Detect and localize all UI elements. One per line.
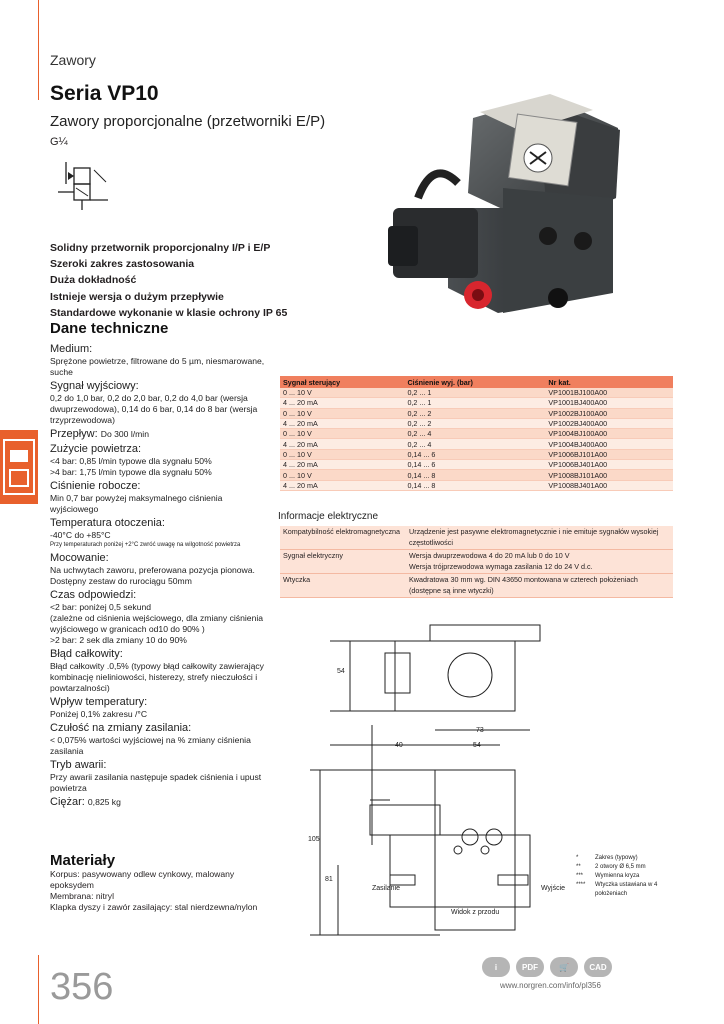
materials-line: Korpus: pasywowany odlew cynkowy, malowany epoksydem [50,869,235,890]
info-icon[interactable]: i [482,957,510,977]
spec-label: Wpływ temperatury: [50,696,148,708]
table-row [280,429,673,439]
table-cell: 0,2 ... 2 [404,418,545,428]
tech-heading: Dane techniczne [50,320,169,337]
table-cell: 0,2 ... 4 [404,429,545,439]
table-cell: VP1008BJ101A00 [545,470,673,480]
spec-row [50,428,272,441]
cart-icon[interactable]: 🛒 [550,957,578,977]
output-port-label: Wyjście [541,885,566,892]
product-table [280,376,673,491]
spec-label: Czułość na zmiany zasilania: [50,722,192,734]
spec-value: Min 0,7 bar powyżej maksymalnego ciśnienia wyjściowego [50,493,223,514]
spec-value: Przy awarii zasilania następuje spadek ciśnienia i upust powietrza [50,772,262,793]
table-row [280,439,673,449]
table-cell: VP1004BJ400A00 [545,439,673,449]
view-label: Widok z przodu [451,909,500,916]
table-row [280,470,673,480]
page-subtitle: Zawory proporcjonalne (przetworniki E/P) [50,113,326,130]
table-cell: 4 ... 20 mA [280,398,404,408]
pdf-icon[interactable]: PDF [516,957,544,977]
legend-item: **** Wtyczka ustawiana w 4 położeniach [576,882,658,897]
spec-label: Sygnał wyjściowy: [50,380,139,392]
spec-value: >2 bar: 2 sek dla zmiany 10 do 90% [50,635,187,645]
accent-line-bottom [38,955,39,1024]
table-row [280,449,673,459]
spec-row [50,796,272,809]
spec-value: <2 bar: poniżej 0,5 sekund [50,602,152,612]
spec-value: Poniżej 0,1% zakresu /°C [50,709,148,719]
table-cell: 0 ... 10 V [280,429,404,439]
footer-icons [482,957,612,977]
spec-value: Na uchwytach zaworu, preferowana pozycja pionowa. Dostępny zestaw do rurociągu 50mm [50,565,255,586]
spec-value: < 0,075% wartości wyjściowej na % zmiany ciśnienia zasilania [50,735,251,756]
table-cell: Wtyczka [280,574,406,598]
supply-port-label: Zasilanie [372,885,401,892]
feature-list [50,240,287,321]
legend-item: ** 2 otwory Ø 6,5 mm [576,864,646,870]
table-cell: 0,2 ... 4 [404,439,545,449]
column-header: Sygnał sterujący [280,376,404,388]
electrical-table [280,526,673,598]
table-cell: 0,14 ... 8 [404,480,545,490]
valve-section-icon [0,430,38,504]
table-row [280,574,673,598]
spec-label: Tryb awarii: [50,759,107,771]
spec-label: Ciśnienie robocze: [50,480,141,492]
table-cell: 0,2 ... 1 [404,388,545,398]
materials-line: Klapka dyszy i zawór zasilający: stal nierdzewna/nylon [50,902,258,912]
table-row [280,398,673,408]
cad-icon[interactable]: CAD [584,957,612,977]
category-label: Zawory [50,52,96,68]
spec-label: Medium: [50,343,93,355]
feature-item: Standardowe wykonanie w klasie ochrony IP 65 [50,306,288,319]
dimension-label: 54 [473,742,481,749]
footer-url[interactable]: www.norgren.com/info/pl356 [500,981,601,990]
dimension-label: 54 [337,668,345,675]
spec-label: Temperatura otoczenia: [50,517,165,529]
table-cell: VP1004BJ100A00 [545,429,673,439]
table-cell: 0 ... 10 V [280,408,404,418]
table-cell: Urządzenie jest pasywne elektromagnetycznie i nie emituje sygnałów wysokiej częstotliwości [406,526,673,550]
table-row [280,408,673,418]
table-cell: 4 ... 20 mA [280,439,404,449]
feature-item: Solidny przetwornik proporcjonalny I/P i E/P [50,242,271,254]
spec-value: 0,825 kg [87,797,121,807]
table-cell: 4 ... 20 mA [280,480,404,490]
table-cell: 0,14 ... 6 [404,449,545,459]
spec-value: <4 bar: 0,85 l/min typowe dla sygnału 50% [50,456,212,466]
table-cell: VP1002BJ400A00 [545,418,673,428]
table-cell: Sygnał elektryczny [280,550,406,574]
table-cell: VP1006BJ101A00 [545,449,673,459]
spec-value: >4 bar: 1,75 l/min typowe dla sygnału 50% [50,467,212,477]
legend-item: *** Wymienna kryza [576,873,640,879]
table-cell: 0,14 ... 8 [404,470,545,480]
table-cell: Kompatybilność elektromagnetyczna [280,526,406,550]
spec-label: Zużycie powietrza: [50,443,142,455]
table-row [280,550,673,574]
feature-item: Szeroki zakres zastosowania [50,258,195,271]
table-row [280,388,673,398]
spec-value: Sprężone powietrze, filtrowane do 5 µm, niesmarowane, suche [50,356,265,377]
dimension-label: 40 [395,742,403,749]
feature-item: Istnieje wersja o dużym przepływie [50,290,224,303]
port-size: G¼ [50,136,68,148]
materials-line: Membrana: nitryl [50,891,114,901]
spec-value: Błąd całkowity .0,5% (typowy błąd całkowity zawierający kombinację nieliniowości, histerezy, strefy nieczułości i powtarzalności) [50,661,264,693]
table-cell: 0,2 ... 2 [404,408,545,418]
table-cell: VP1001BJ100A00 [545,388,673,398]
column-header: Ciśnienie wyj. (bar) [404,376,545,388]
section-tab [0,430,38,504]
spec-value: 0,2 do 1,0 bar, 0,2 do 2,0 bar, 0,2 do 4,0 bar (wersja dwuprzewodowa), 0,14 do 6 bar, 0,14 do 8 bar (wersja trzyprzewodowa) [50,393,258,425]
table-cell: VP1008BJ401A00 [545,480,673,490]
table-cell: Kwadratowa 30 mm wg. DIN 43650 montowana w czterech położeniach (dostępne są inne wtyczki) [406,574,673,598]
technical-drawing [290,605,580,945]
spec-label: Ciężar: [50,796,85,808]
table-cell: VP1002BJ100A00 [545,408,673,418]
valve-symbol-icon [52,158,112,218]
table-cell: Wersja dwuprzewodowa 4 do 20 mA lub 0 do 10 V Wersja trójprzewodowa wymaga zasilania 12 do 24 V d.c. [406,550,673,574]
table-row [280,526,673,550]
table-cell: 0 ... 10 V [280,388,404,398]
table-cell: VP1001BJ400A00 [545,398,673,408]
drawing-legend [576,854,665,899]
accent-line-top [38,0,39,100]
spec-label: Błąd całkowity: [50,648,123,660]
table-cell: 0 ... 10 V [280,449,404,459]
dimension-label: 105 [308,836,320,843]
spec-label: Czas odpowiedzi: [50,589,137,601]
table-row [280,418,673,428]
feature-item: Duża dokładność [50,274,137,287]
table-cell: VP1006BJ401A00 [545,460,673,470]
spec-note: Przy temperaturach poniżej +2°C zwróć uwagę na wilgotność powietrza [50,542,241,548]
table-row [280,480,673,490]
table-cell: 0,14 ... 6 [404,460,545,470]
tech-specs [50,341,272,809]
table-cell: 4 ... 20 mA [280,418,404,428]
dimension-label: 81 [325,876,333,883]
page-title: Seria VP10 [50,82,159,105]
spec-label: Przepływ: [50,428,98,440]
spec-value: Do 300 l/min [100,429,149,439]
spec-value: -40°C do +85°C [50,530,111,540]
table-cell: 0,2 ... 1 [404,398,545,408]
spec-label: Mocowanie: [50,552,109,564]
page-number: 356 [50,966,114,1008]
materials-heading: Materiały [50,852,116,869]
table-row [280,460,673,470]
spec-value: (zależne od ciśnienia wejściowego, dla zmiany ciśnienia wyjściowego w granicach od10 do 90% ) [50,613,264,634]
column-header: Nr kat. [545,376,673,388]
table-cell: 0 ... 10 V [280,470,404,480]
dimension-label: 73 [476,727,484,734]
legend-item: * Zakres (typowy) [576,855,638,861]
table-cell: 4 ... 20 mA [280,460,404,470]
product-photo [388,88,638,348]
electrical-title: Informacje elektryczne [278,511,379,522]
materials-section [50,852,280,913]
